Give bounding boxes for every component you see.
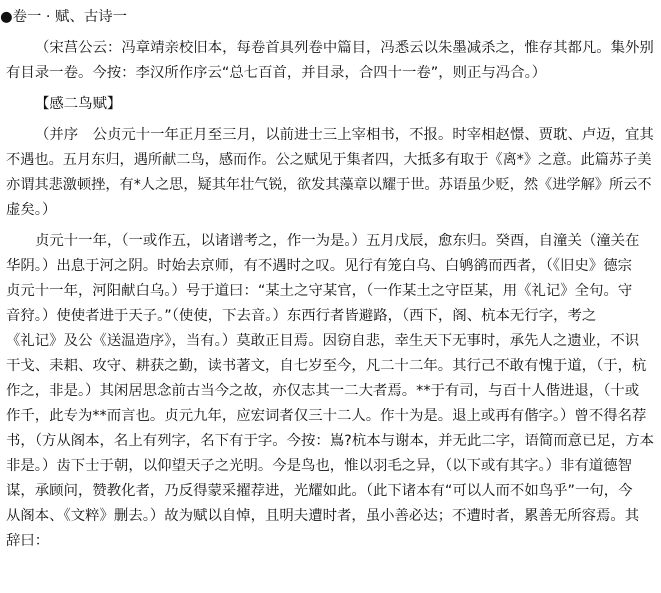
text-line-1 <box>0 36 661 60</box>
text-line-2 <box>0 61 661 85</box>
section-title-text: ●卷一 · 赋、古诗一 <box>0 9 128 25</box>
text-line-15-content: 作千，此专为**而言也。贞元九年，应宏词者仅三十二人。作十为是。退上或再有偕字。）曾不得名荐 <box>6 408 647 424</box>
text-line-10-content: 贞元十一年，河阳献白乌。）号于道曰：“某土之守某官，（一作某土之守臣某，用《礼记》全句。守 <box>6 283 633 299</box>
text-line-4-content: （并序 公贞元十一年正月至三月，以前进士三上宰相书，不报。时宰相赵憬、贾耽、卢迈，宜其 <box>35 127 654 143</box>
text-line-14-content: 作之，非是。）其闲居思念前古当今之故，亦仅志其一二大者焉。**于有司，与百十人偕进退，（十或 <box>6 383 640 399</box>
text-line-20-content: 辞曰： <box>6 533 50 549</box>
text-line-8 <box>0 229 661 253</box>
text-line-5-content: 不遇也。五月东归，遇所献二鸟，感而作。公之赋见于集者四，大抵多有取于《离*》之意。此篇苏子美 <box>6 152 652 168</box>
text-line-13 <box>0 354 661 378</box>
text-line-9-content: 华阴。）出息于河之阴。时始去京师，有不遇时之叹。见行有笼白乌、白鸲鹆而西者，（《旧史》德宗 <box>6 258 632 274</box>
text-line-13-content: 干戈、耒耜、攻守、耕获之勤，读书著文，自七岁至今，凡二十二年。其行己不敢有愧于道，（于，杭 <box>6 358 647 374</box>
text-line-20 <box>0 529 661 553</box>
text-line-11 <box>0 304 661 328</box>
text-line-10 <box>0 279 661 303</box>
text-line-1-content: （宋莒公云：冯章靖亲校旧本，每卷首具列卷中篇目，冯悉云以朱墨减杀之，惟存其都凡。集外别 <box>35 40 654 56</box>
text-line-8-content: 贞元十一年，（一或作五，以诸谱考之，作一为是。）五月戊辰，愈东归。癸酉，自潼关（潼关在 <box>35 233 640 249</box>
text-line-16-content: 书，（方从阁本，名上有列字，名下有于字。今按：嶌?杭本与谢本，并无此二字，语简而意已足，方本 <box>6 433 655 449</box>
text-line-6-content: 亦谓其悲激顿挫，有*人之思，疑其年壮气锐，欲发其藻章以耀于世。苏语虽少贬，然《进学解》所云不 <box>6 177 652 193</box>
text-line-19-content: 从阁本、《文粹》删去。）故为赋以自悼，且明夫遭时者，虽小善必达；不遭时者，累善无所容焉。其 <box>6 508 640 524</box>
text-line-12-content: 《礼记》及公《送温造序》，当有。）莫敢正目焉。因窃自悲，幸生天下无事时，承先人之遗业，不识 <box>6 333 640 349</box>
text-line-18 <box>0 479 661 503</box>
text-line-9 <box>0 254 661 278</box>
poem-heading-text: 【感二鸟赋】 <box>35 96 122 112</box>
text-line-7-content: 虚矣。） <box>6 202 57 218</box>
text-line-5 <box>0 148 661 172</box>
text-line-2-content: 有目录一卷。今按：李汉所作序云“总七百首，并目录，合四十一卷”，则正与冯合。） <box>6 65 547 81</box>
section-title <box>0 5 661 29</box>
poem-heading <box>0 92 661 116</box>
text-line-11-content: 音狩。）使使者进于天子。”（使使，下去音。）东西行者皆避路，（西下，阁、杭本无行字，考之 <box>6 308 597 324</box>
text-line-19 <box>0 504 661 528</box>
text-line-17 <box>0 454 661 478</box>
text-line-17-content: 非是。）齿下士于朝，以仰望天子之光明。今是鸟也，惟以羽毛之异，（以下或有其字。）非有道德智 <box>6 458 632 474</box>
text-line-12 <box>0 329 661 353</box>
text-line-18-content: 谋，承顾问，赞教化者，乃反得蒙采擢荐进，光耀如此。（此下诸本有“可以人而不如鸟乎”一句，今 <box>6 483 633 499</box>
text-line-14 <box>0 379 661 403</box>
text-line-6 <box>0 173 661 197</box>
text-line-16 <box>0 429 661 453</box>
text-line-4 <box>0 123 661 147</box>
text-line-15 <box>0 404 661 428</box>
text-line-7 <box>0 198 661 222</box>
